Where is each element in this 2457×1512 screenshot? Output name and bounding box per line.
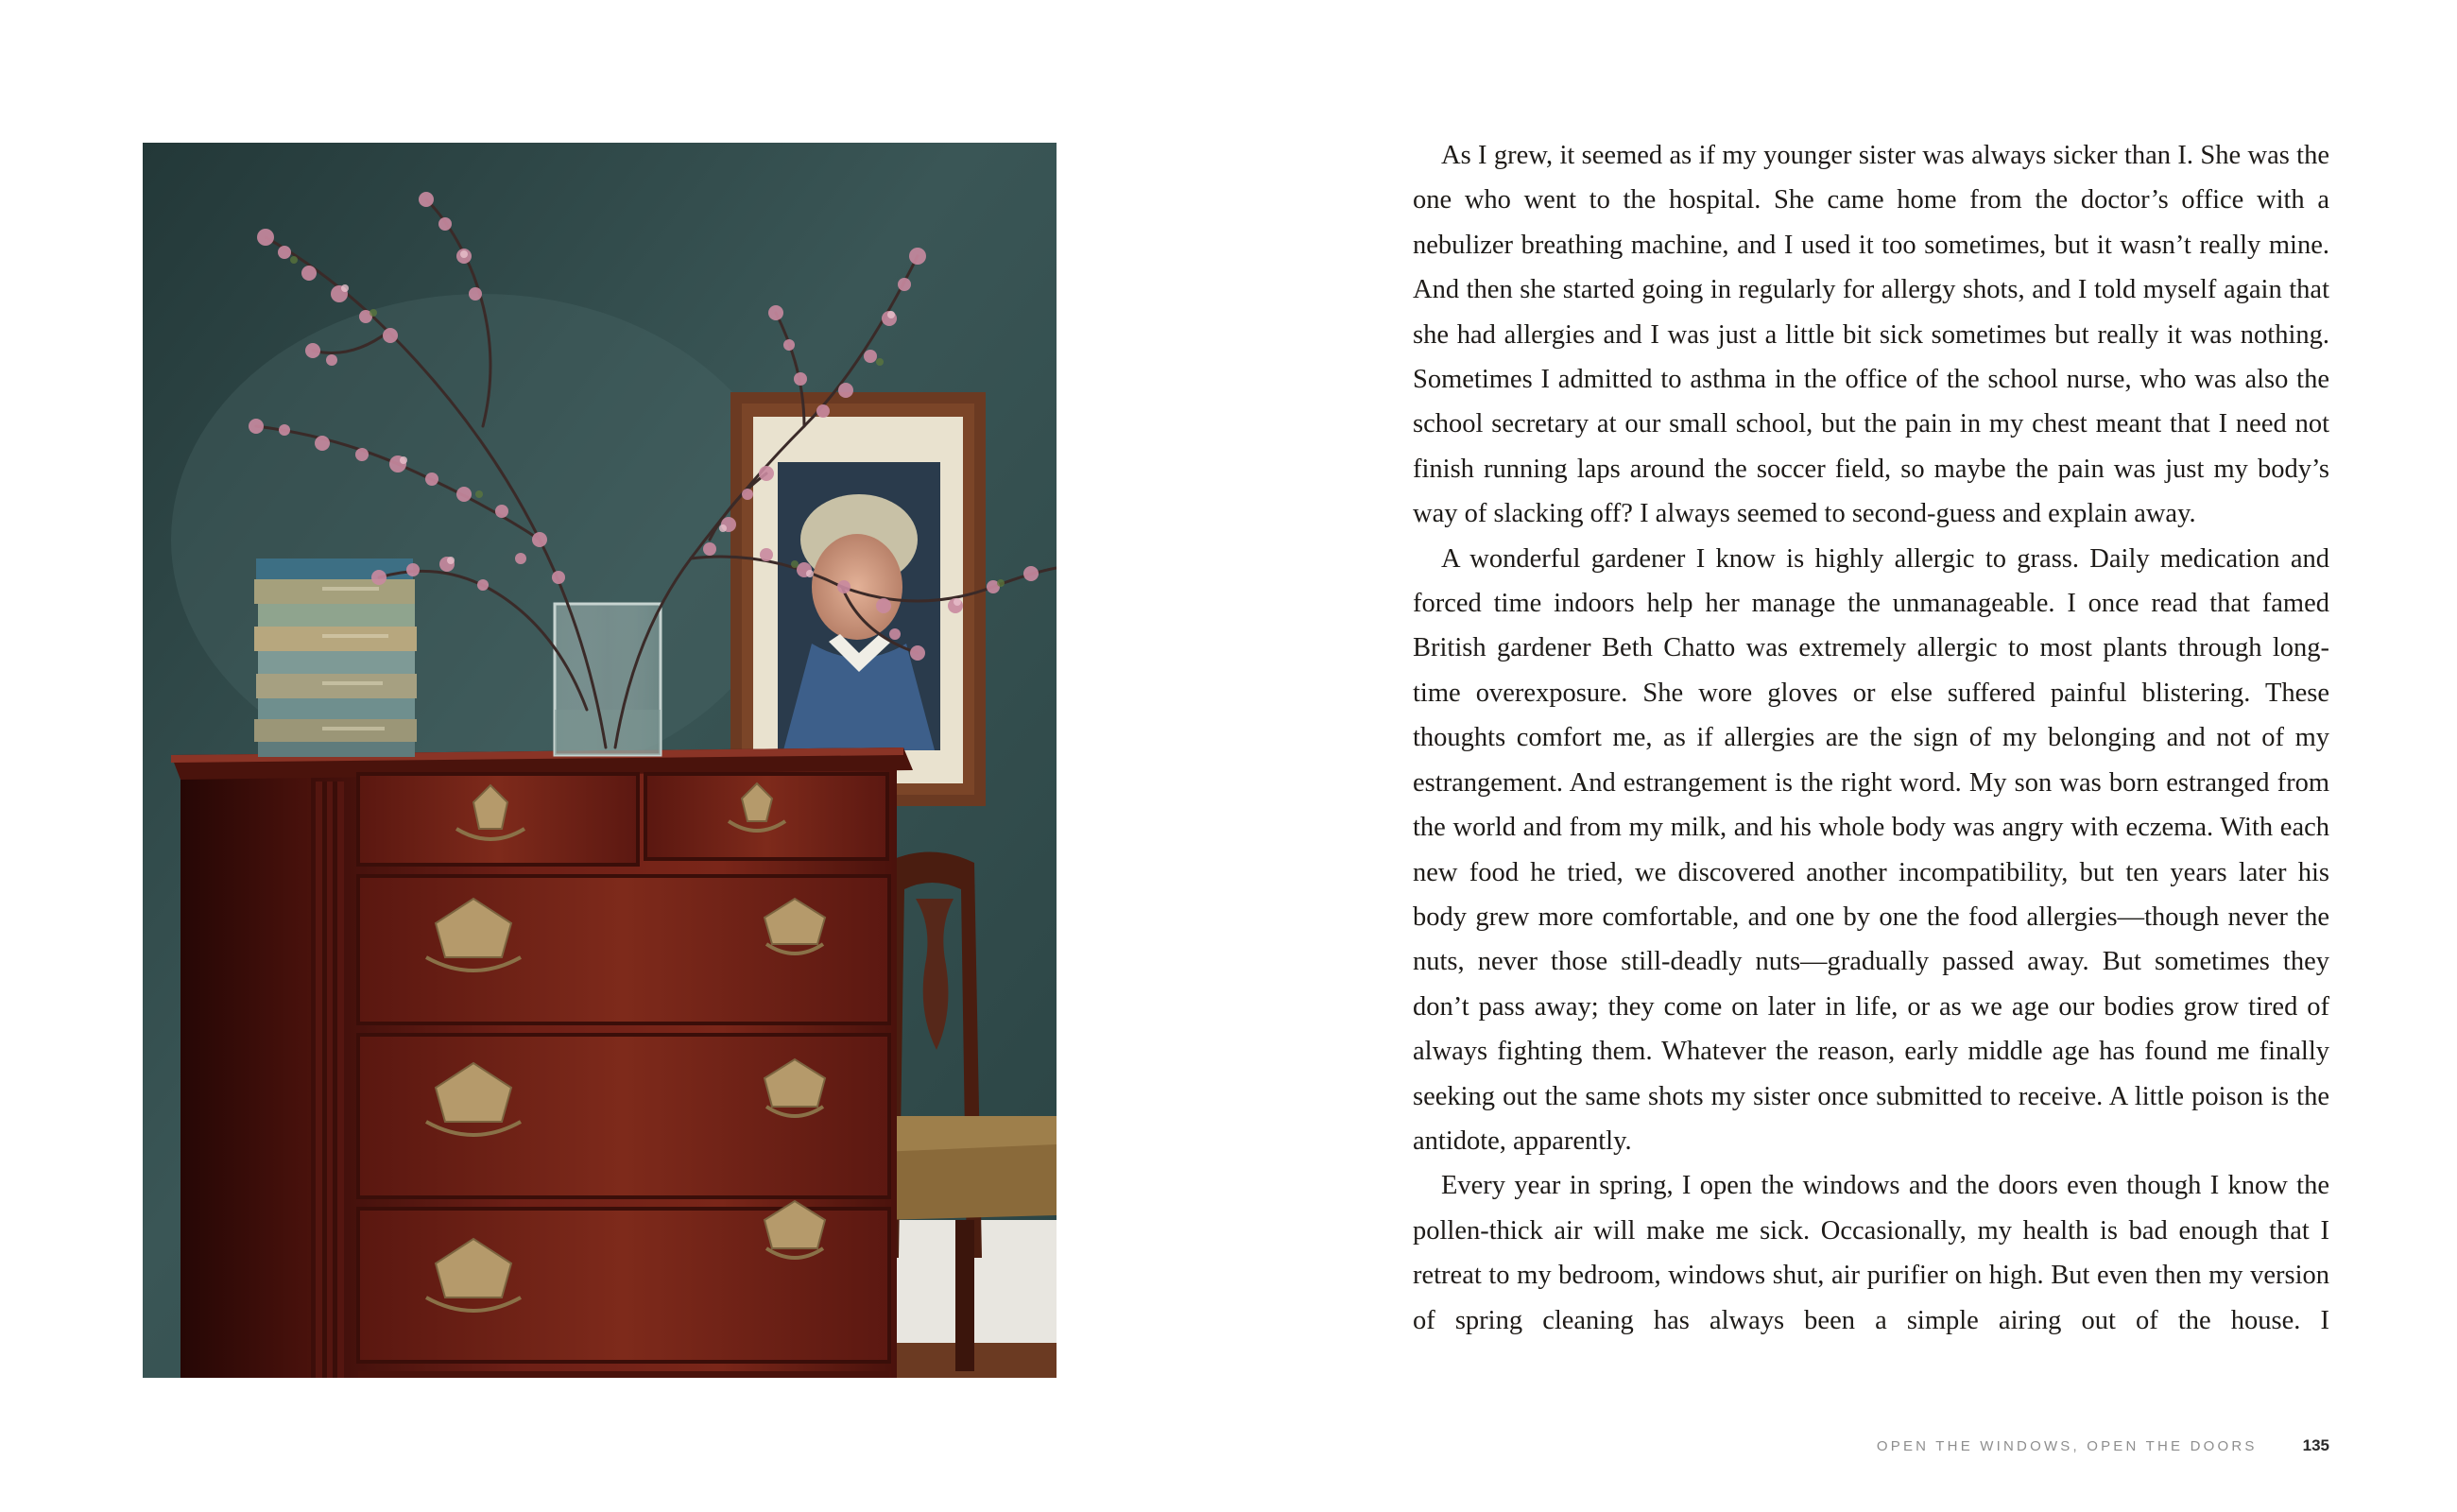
page-number: 135 xyxy=(2302,1436,2329,1454)
page-footer xyxy=(1413,1435,2329,1457)
body-text xyxy=(1413,133,2329,1343)
paragraph: Every year in spring, I open the windows and the doors even though I know the pollen-thick air will make me sick. Occasionally, my health is bad enough that I retreat to my bedroom, windows shut, air purifier on high. But even then my version of spring cleaning has always been a simple airing out of the house. I xyxy=(1413,1171,2329,1335)
dresser-photograph xyxy=(143,143,1057,1378)
paragraph: As I grew, it seemed as if my younger sister was always sicker than I. She was the one who went to the hospital. She came home from the doctor’s office with a nebulizer breathing machine, and I used it too sometimes, but it wasn’t really mine. And then she started going in regularly for allergy shots, and I told myself again that she had allergies and I was just a little bit sick sometimes but really it was nothing. Sometimes I admitted to asthma in the office of the school nurse, who was also the school secretary at our small school, but the pain in my chest meant that I need not finish running laps around the soccer field, so maybe the pain was just my body’s way of slacking off? I always seemed to second-guess and explain away. xyxy=(1413,141,2329,529)
paragraph: A wonderful gardener I know is highly allergic to grass. Daily medication and forced time indoors help her manage the unmanageable. I once read that famed British gardener Beth Chatto was extremely allergic to most plants through long-time overexposure. She wore gloves or else suffered painful blistering. These thoughts comfort me, as if allergies are the sign of my belonging and not of my estrangement. And estrangement is the right word. My son was born estranged from the world and from my milk, and his whole body was angry with eczema. With each new food he tried, we discovered another incompatibility, but ten years later his body grew more comfortable, and one by one the food allergies—though never the nuts, never those still-deadly nuts—gradually passed away. But sometimes they don’t pass away; they come on later in life, or as we age our bodies grow tired of always fighting them. Whatever the reason, early middle age has found me finally seeking out the same shots my sister once submitted to receive. A little poison is the antidote, apparently. xyxy=(1413,543,2329,1156)
running-head: OPEN THE WINDOWS, OPEN THE DOORS xyxy=(1876,1437,2258,1454)
